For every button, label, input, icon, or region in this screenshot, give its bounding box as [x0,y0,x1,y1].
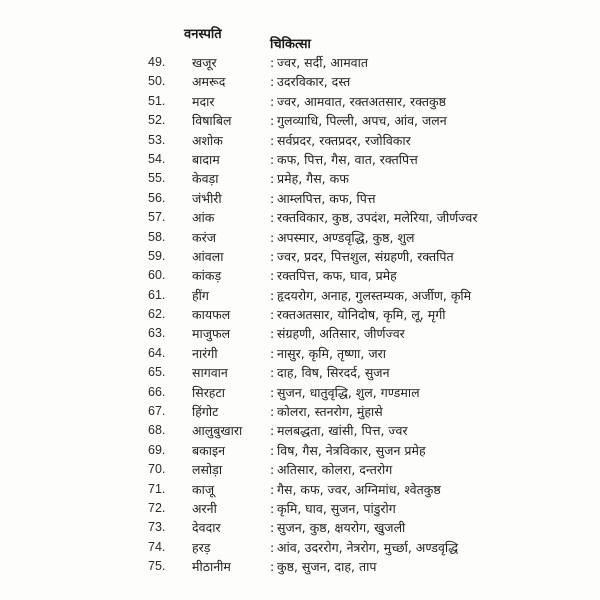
separator-colon: : [270,229,275,245]
item-number: 70. [148,462,166,477]
separator-colon: : [270,500,275,516]
treatment-text: ज्वर, सर्दी, आमवात [277,55,368,70]
treatment-text: नासुर, कृमि, तृष्णा, जरा [277,345,386,361]
treatment-text: विष, गैस, नेत्रविकार, सुजन प्रमेह [277,442,426,458]
separator-colon: : [270,171,275,187]
list-item [0,421,600,440]
plant-name: आंवला [192,248,224,264]
list-item [0,286,600,305]
treatment-text: ज्वर, प्रदर, पित्तशुल, संग्रहणी, रक्तपित [277,248,454,264]
separator-colon: : [270,151,275,167]
item-number: 75. [148,559,166,574]
treatment-text: संग्रहणी, अतिसार, जीर्णज्वर [277,326,405,342]
list-item [0,402,600,421]
plant-name: लसोड़ा [192,462,223,478]
separator-colon: : [270,268,275,284]
list-item [0,208,600,227]
plant-name: अशोक [192,132,223,148]
item-number: 66. [148,384,166,399]
treatment-text: ज्वर, आमवात, रक्तअतसार, रक्तकुष्ठ [277,93,446,109]
plant-name: बकाइन [192,442,226,458]
separator-colon: : [270,481,275,497]
plant-name: मदार [192,93,215,109]
item-number: 71. [148,481,166,496]
separator-colon: : [270,93,275,109]
plant-name: अरनी [192,500,217,516]
plant-name: सिरहटा [192,384,225,400]
list-item [0,150,600,169]
plant-name: काजू [192,481,215,497]
treatment-text: कुष्ठ, सुजन, दाह, ताप [277,559,377,575]
item-number: 56. [148,190,166,205]
treatment-text: उदरविकार, दस्त [277,74,351,90]
separator-colon: : [270,190,275,206]
separator-colon: : [270,210,275,226]
plant-name: आंक [192,210,215,226]
list-item [0,92,600,111]
separator-colon: : [270,132,275,148]
separator-colon: : [270,55,275,70]
list-item [0,499,600,518]
separator-colon: : [270,442,275,458]
treatment-text: कफ, पित्त, गैस, वात, रक्तपित्त [277,151,418,167]
list-item [0,557,600,576]
plant-name: देवदार [192,520,221,536]
treatment-text: रक्तअतसार, योनिदोष, कृमि, लू, मृगी [277,307,446,323]
treatment-text: सर्वप्रदर, रक्तप्रदर, रजोविकार [277,132,411,148]
column-header-plant: वनस्पति [184,27,222,42]
item-number: 50. [148,74,166,89]
separator-colon: : [270,384,275,400]
plant-name: खजूर [192,55,217,70]
list-item [0,383,600,402]
column-header-treatment: चिकित्सा [270,37,311,52]
item-number: 55. [148,171,166,186]
list-item [0,538,600,557]
item-number: 60. [148,268,166,283]
list-item [0,518,600,537]
separator-colon: : [270,307,275,323]
item-number: 68. [148,423,166,438]
treatment-text: रक्तविकार, कुष्ठ, उपदंश, मलेरिया, जीर्णज्वर [277,210,478,226]
plant-name: कांकड़ [192,268,222,284]
separator-colon: : [270,287,275,303]
item-number: 63. [148,326,166,341]
list-item [0,111,600,130]
list-item [0,131,600,150]
separator-colon: : [270,539,275,555]
item-number: 57. [148,210,166,225]
plant-name: केवड़ा [192,171,219,187]
list-item [0,228,600,247]
plant-name: करंज [192,229,216,245]
item-number: 67. [148,404,166,419]
item-number: 65. [148,365,166,380]
item-number: 64. [148,345,166,360]
item-number: 51. [148,93,166,108]
list-item [0,460,600,479]
separator-colon: : [270,520,275,536]
item-number: 72. [148,500,166,515]
item-number: 49. [148,55,166,69]
list-item [0,305,600,324]
separator-colon: : [270,404,275,420]
list-item [0,324,600,343]
separator-colon: : [270,423,275,439]
separator-colon: : [270,462,275,478]
plant-name: कायफल [192,307,231,323]
separator-colon: : [270,113,275,129]
item-number: 62. [148,307,166,322]
list-item [0,363,600,382]
plant-name: हींग [192,287,209,303]
treatment-text: प्रमेह, गैस, कफ [277,171,349,187]
treatment-text: रक्तपित्त, कफ, घाव, प्रमेह [277,268,397,284]
plant-name: हरड़ [192,539,211,555]
list-item [0,266,600,285]
list-item [0,53,600,72]
list-item [0,441,600,460]
plant-name: बादाम [192,151,220,167]
list-item [0,189,600,208]
item-number: 59. [148,248,166,263]
list-item [0,72,600,91]
item-number: 73. [148,520,166,535]
list-item [0,480,600,499]
treatment-text: हृदयरोग, अनाह, गुलस्तम्यक, अर्जीण, कृमि [277,287,472,303]
treatment-text: गुलव्याधि, पिल्ली, अपच, आंव, जलन [277,113,447,129]
separator-colon: : [270,74,275,90]
separator-colon: : [270,248,275,264]
plant-name: सागवान [192,365,228,381]
treatment-text: आम्लपित्त, कफ, पित्त [277,190,376,206]
treatment-text: सुजन, धातुवृद्धि, शुल, गण्डमाल [277,384,420,400]
plant-name: आलुबुखारा [192,423,243,439]
treatment-text: सुजन, कुष्ठ, क्षयरोग, खुजली [277,520,406,536]
item-number: 54. [148,151,166,166]
treatment-text: अतिसार, कोलरा, दन्तरोग [277,462,393,478]
item-number: 53. [148,132,166,147]
item-number: 58. [148,229,166,244]
plant-name: हिंगोट [192,404,219,420]
separator-colon: : [270,559,275,575]
item-number: 69. [148,442,166,457]
item-number: 74. [148,539,166,554]
treatment-text: दाह, विष, सिरदर्द, सुजन [277,365,390,381]
plant-name: मीठानीम [192,559,231,575]
separator-colon: : [270,326,275,342]
separator-colon: : [270,365,275,381]
list-item [0,247,600,266]
plant-name: माजुफल [192,326,231,342]
treatment-text: आंव, उदररोग, नेत्ररोग, मुर्च्छा, अण्डवृद्धि [277,539,459,555]
plant-treatment-list [0,53,600,577]
treatment-text: अपस्मार, अण्डवृद्धि, कुष्ठ, शुल [277,229,415,245]
treatment-text: गैस, कफ, ज्वर, अग्निमांध, श्वेतकुष्ठ [277,481,441,497]
treatment-text: कृमि, घाव, सुजन, पांडुरोग [277,500,396,516]
separator-colon: : [270,345,275,361]
plant-name: विषाबिल [192,113,232,129]
item-number: 61. [148,287,166,302]
list-item [0,169,600,188]
plant-name: अमरूद [192,74,226,90]
treatment-text: मलबद्धता, खांसी, पित्त, ज्वर [277,423,408,439]
item-number: 52. [148,113,166,128]
plant-name: जंभीरी [192,190,222,206]
treatment-text: कोलरा, स्तनरोग, मुंहासे [277,404,383,420]
plant-name: नारंगी [192,345,218,361]
list-item [0,344,600,363]
